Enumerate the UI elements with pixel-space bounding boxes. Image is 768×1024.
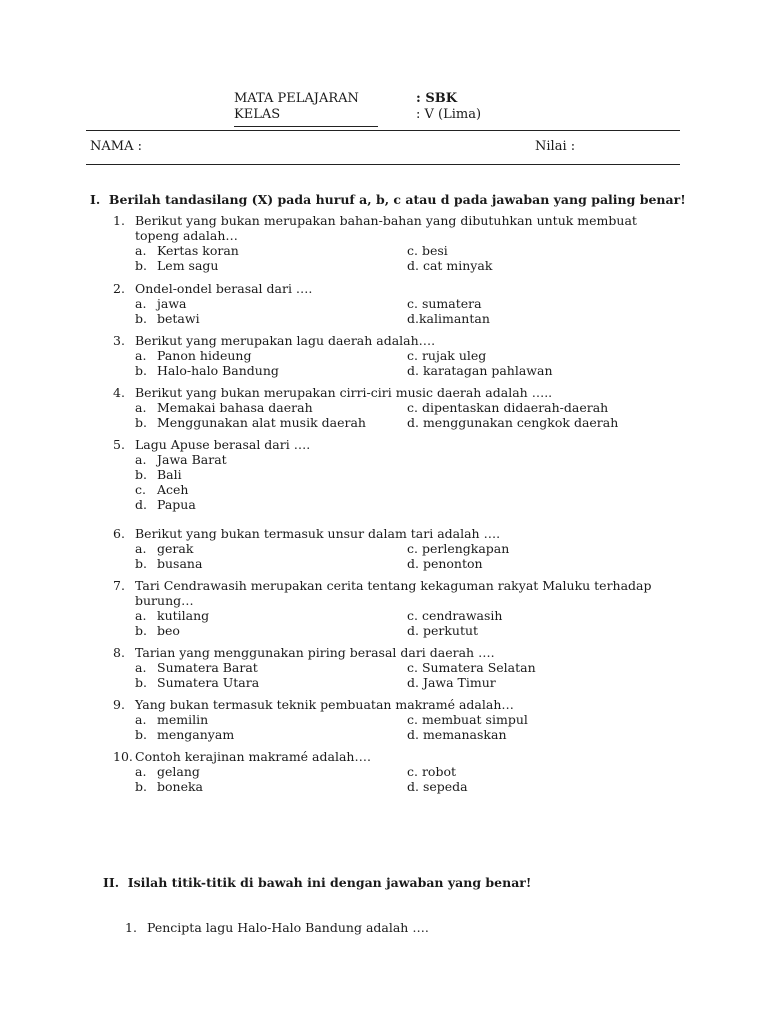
top-rule — [86, 130, 680, 131]
question-text: Tari Cendrawasih merupakan cerita tentang kekaguman rakyat Maluku terhadap burung… — [135, 578, 652, 608]
section1-title — [90, 192, 686, 207]
option-letter: a. — [135, 608, 147, 623]
option-c: c. dipentaskan didaerah-daerah — [407, 400, 609, 415]
option-a: Jawa Barat — [157, 452, 227, 467]
option-b: Sumatera Utara — [157, 675, 260, 690]
question-text: Pencipta lagu Halo-Halo Bandung adalah …. — [147, 920, 429, 935]
option-d: d. perkutut — [407, 623, 479, 638]
option-b: beo — [157, 623, 180, 638]
option-b: menganyam — [157, 727, 235, 742]
option-letter: a. — [135, 660, 147, 675]
option-a: gerak — [157, 541, 194, 556]
question-1 — [113, 213, 683, 273]
question-number: 7. — [113, 578, 125, 593]
option-b: betawi — [157, 311, 200, 326]
option-letter: b. — [135, 623, 147, 638]
subject-label: MATA PELAJARAN — [234, 91, 359, 106]
option-d: d.kalimantan — [407, 311, 490, 326]
question-6 — [113, 526, 683, 571]
option-a: memilin — [157, 712, 209, 727]
question-5 — [113, 437, 683, 512]
question-number: 6. — [113, 526, 125, 541]
option-letter: a. — [135, 296, 147, 311]
question-number: 10. — [113, 749, 133, 764]
section2-instruction: Isilah titik-titik di bawah ini dengan jawaban yang benar! — [127, 875, 532, 890]
question-4 — [113, 385, 683, 430]
option-c: c. sumatera — [407, 296, 482, 311]
question-text: Tarian yang menggunakan piring berasal dari daerah …. — [135, 645, 495, 660]
option-d: d. cat minyak — [407, 258, 493, 273]
option-c: c. rujak uleg — [407, 348, 487, 363]
header-underline — [234, 126, 378, 127]
option-letter: a. — [135, 452, 147, 467]
option-c: c. robot — [407, 764, 456, 779]
class-label: KELAS — [234, 107, 281, 122]
option-letter: b. — [135, 258, 147, 273]
option-a: Panon hideung — [157, 348, 252, 363]
option-d: d. memanaskan — [407, 727, 507, 742]
option-b: Bali — [157, 467, 182, 482]
bottom-rule — [86, 164, 680, 165]
option-c: Aceh — [157, 482, 189, 497]
option-c: c. perlengkapan — [407, 541, 510, 556]
option-letter: c. — [135, 482, 146, 497]
option-letter: b. — [135, 415, 147, 430]
option-d: d. karatagan pahlawan — [407, 363, 553, 378]
class-value: : V (Lima) — [416, 107, 482, 122]
question-text: Berikut yang bukan merupakan cirri-ciri music daerah adalah ….. — [135, 385, 553, 400]
option-b: boneka — [157, 779, 204, 794]
option-letter: b. — [135, 467, 147, 482]
option-a: Sumatera Barat — [157, 660, 258, 675]
option-c: c. Sumatera Selatan — [407, 660, 536, 675]
question-text: Yang bukan termasuk teknik pembuatan makramé adalah… — [135, 697, 514, 712]
question-text: Lagu Apuse berasal dari …. — [135, 437, 311, 452]
option-letter: d. — [135, 497, 147, 512]
question-number: 1. — [113, 213, 125, 228]
option-letter: a. — [135, 712, 147, 727]
option-letter: b. — [135, 727, 147, 742]
option-a: gelang — [157, 764, 200, 779]
question-3 — [113, 333, 683, 378]
question-10 — [113, 749, 683, 794]
question-number: 3. — [113, 333, 125, 348]
question-number: 1. — [125, 920, 137, 935]
option-b: Halo-halo Bandung — [157, 363, 279, 378]
option-c: c. membuat simpul — [407, 712, 528, 727]
score-label: Nilai : — [535, 139, 576, 154]
option-letter: b. — [135, 779, 147, 794]
option-b: busana — [157, 556, 203, 571]
question-text: Contoh kerajinan makramé adalah…. — [135, 749, 371, 764]
option-b: Menggunakan alat musik daerah — [157, 415, 366, 430]
option-letter: b. — [135, 311, 147, 326]
section1-numeral: I. — [90, 192, 101, 207]
question-text: Ondel-ondel berasal dari …. — [135, 281, 313, 296]
section2-numeral: II. — [103, 875, 120, 890]
option-a: kutilang — [157, 608, 210, 623]
option-letter: b. — [135, 363, 147, 378]
question-text: Berikut yang merupakan lagu daerah adalah…. — [135, 333, 436, 348]
option-a: jawa — [157, 296, 187, 311]
option-c: c. besi — [407, 243, 448, 258]
section1-instruction: Berilah tandasilang (X) pada huruf a, b, c atau d pada jawaban yang paling benar! — [108, 192, 686, 207]
option-d: d. Jawa Timur — [407, 675, 496, 690]
question-number: 5. — [113, 437, 125, 452]
question-number: 8. — [113, 645, 125, 660]
option-letter: a. — [135, 764, 147, 779]
name-label: NAMA : — [90, 139, 142, 154]
option-d: d. sepeda — [407, 779, 468, 794]
option-d: Papua — [157, 497, 196, 512]
section2-title — [103, 875, 531, 890]
option-c: c. cendrawasih — [407, 608, 503, 623]
question-number: 9. — [113, 697, 125, 712]
option-letter: b. — [135, 556, 147, 571]
question-9 — [113, 697, 683, 742]
fill-question-1 — [125, 920, 429, 935]
option-letter: a. — [135, 243, 147, 258]
question-7 — [113, 578, 683, 638]
option-letter: a. — [135, 541, 147, 556]
option-letter: a. — [135, 400, 147, 415]
question-text: Berikut yang bukan merupakan bahan-bahan yang dibutuhkan untuk membuat topeng adalah… — [135, 213, 637, 243]
option-letter: a. — [135, 348, 147, 363]
subject-value: : SBK — [416, 91, 457, 106]
option-letter: b. — [135, 675, 147, 690]
option-d: d. menggunakan cengkok daerah — [407, 415, 619, 430]
option-a: Kertas koran — [157, 243, 239, 258]
option-d: d. penonton — [407, 556, 483, 571]
question-2 — [113, 281, 683, 326]
question-number: 2. — [113, 281, 125, 296]
question-text: Berikut yang bukan termasuk unsur dalam tari adalah …. — [135, 526, 501, 541]
question-number: 4. — [113, 385, 125, 400]
question-8 — [113, 645, 683, 690]
option-b: Lem sagu — [157, 258, 219, 273]
option-a: Memakai bahasa daerah — [157, 400, 313, 415]
